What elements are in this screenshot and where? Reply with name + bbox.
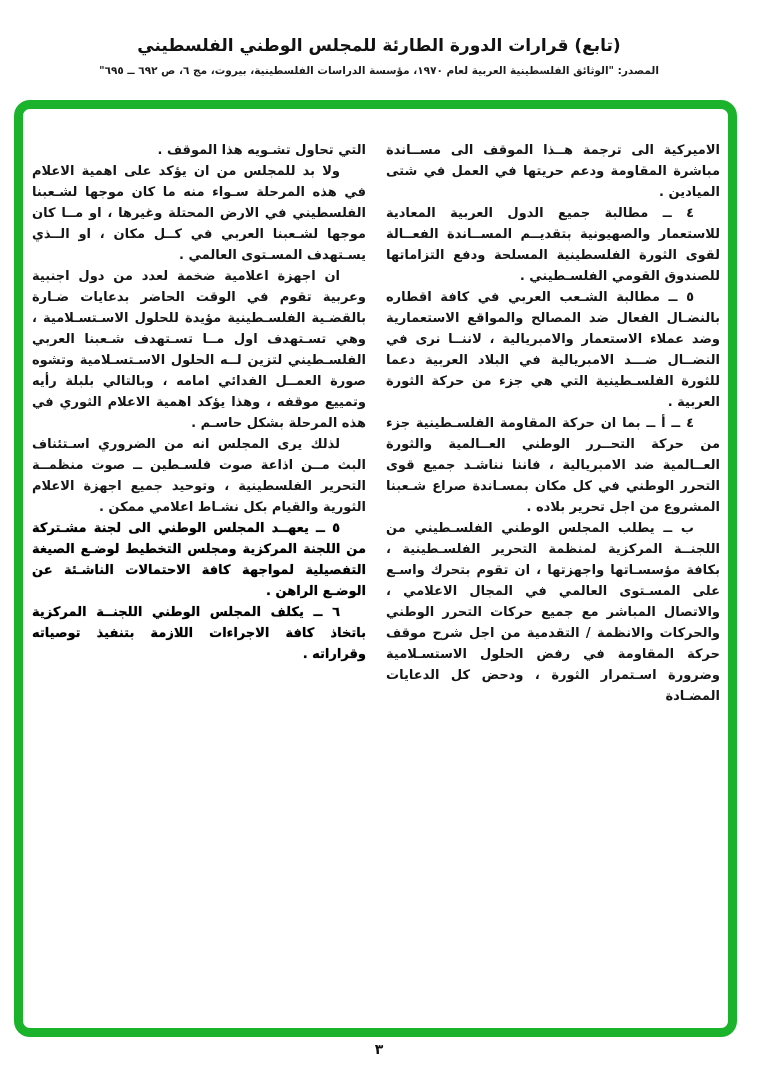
- paragraph: التي تحاول تشـويه هذا الموقف .: [157, 143, 366, 158]
- paragraph: لذلك يرى المجلس انه من الضروري اسـتئناف البث مــن اذاعة صوت فلسـطين ــ صوت منظمــة التحرير الفلسطينية ، وتوحيد جميع اجهزة الاعلام الثورية والقيام بكل نشـاط اعلامي ممكن .: [32, 437, 366, 515]
- paragraph: ٦ ــ يكلف المجلس الوطني اللجنــة المركزية باتخاذ كافة الاجراءات اللازمة بتنفيذ توصياته وقراراته .: [32, 605, 366, 662]
- paragraph: الاميركية الى ترجمة هــذا الموقف الى مســاندة مباشرة المقاومة ودعم حريتها في العمل في شتى الميادين .: [386, 143, 720, 200]
- paragraph: ٤ ــ مطالبة جميع الدول العربية المعادية للاستعمار والصهيونية بتقديــم المســاندة الفعــالة لقوى الثورة الفلسطينية المسلحة ودفع التزاماتها للصندوق القومي الفلسـطيني .: [386, 206, 720, 284]
- document-header: [0, 36, 758, 77]
- page-number: ٣: [374, 1042, 384, 1058]
- paragraph: ٥ ــ يعهــد المجلس الوطني الى لجنة مشـتركة من اللجنة المركزية ومجلس التخطيط لوضـع الصيغة التفصيلية لمواجهة كافة الاحتمالات الناشـئة عن الوضـع الراهن .: [32, 521, 366, 599]
- column-left: [32, 140, 366, 707]
- paragraph: ولا بد للمجلس من ان يؤكد على اهمية الاعلام في هذه المرحلة سـواء منه ما كان موجها لشـعبنا الفلسطيني في الارض المحتلة وغيرها ، او مــا كان موجها لشـعبنا العربي في كــل مكان ، او الــذي يسـتهدف المسـتوى العالمي .: [32, 164, 366, 263]
- source-citation: المصدر: "الوثائق الفلسطينية العربية لعام ١٩٧٠، مؤسسة الدراسات الفلسطينية، بيروت، مج ٦، ص ٦٩٢ ــ ٦٩٥": [99, 65, 659, 77]
- document-body: [32, 140, 720, 707]
- paragraph: ٥ ــ مطالبة الشـعب العربي في كافة اقطاره بالنضـال الفعال ضد المصالح والمواقع الاستعمارية وضد عملاء الاستعمار والامبريالية ، لاننــا نرى في النضــال ضـــد الامبريالية في البلاد العربية دعما للثورة الفلسـطينية التي هي جزء من حركة الثورة العربية .: [386, 290, 720, 410]
- paragraph: ان اجهزة اعلامية ضخمة لعدد من دول اجنبية وعربية تقوم في الوقت الحاضر بدعايات ضـارة بالقضـية الفلسـطينية مؤيدة للحلول الاسـتسـلامية ، وهي تسـتهدف اول مــا تسـتهدف شـعبنا العربي الفلسـطيني لتزين لــه الحلول الاسـتسـلامية وتشوه صورة العمــل الفدائي امامه ، وبالتالي بلبلة رأيه وتمييع موقفه ، وهذا يؤكد اهمية الاعلام الثوري في هذه المرحلة بشكل حاسـم .: [32, 269, 366, 431]
- column-right: [386, 140, 720, 707]
- page-title: (تابع) قرارات الدورة الطارئة للمجلس الوطني الفلسطيني: [137, 36, 621, 56]
- paragraph: ب ــ يطلب المجلس الوطني الفلسـطيني من اللجنــة المركزية لمنظمة التحرير الفلسـطينية ، بكافة مؤسسـاتها واجهزتها ، ان تقوم بتحرك واسـع على المسـتوى العالمي في المجال الاعلامي ، والاتصال المباشر مع جميع حركات التحرر الوطني والحركات والانظمة / التقدمية من اجل شرح موقف حركة المقاومة في رفض الحلول الاستسـلامية وضرورة اسـتمرار الثورة ، ودحض كل الدعايات المضـادة: [386, 521, 720, 704]
- paragraph: ٤ ــ أ ــ بما ان حركة المقاومة الفلسـطينية جزء من حركة التحــرر الوطني العــالمية والثورة العــالمية ضد الامبريالية ، فاننا نناشـد جميع قوى التحرر الوطني في كل مكان بمسـاندة صراع شـعبنا المشروع من اجل تحرير بلاده .: [386, 416, 720, 515]
